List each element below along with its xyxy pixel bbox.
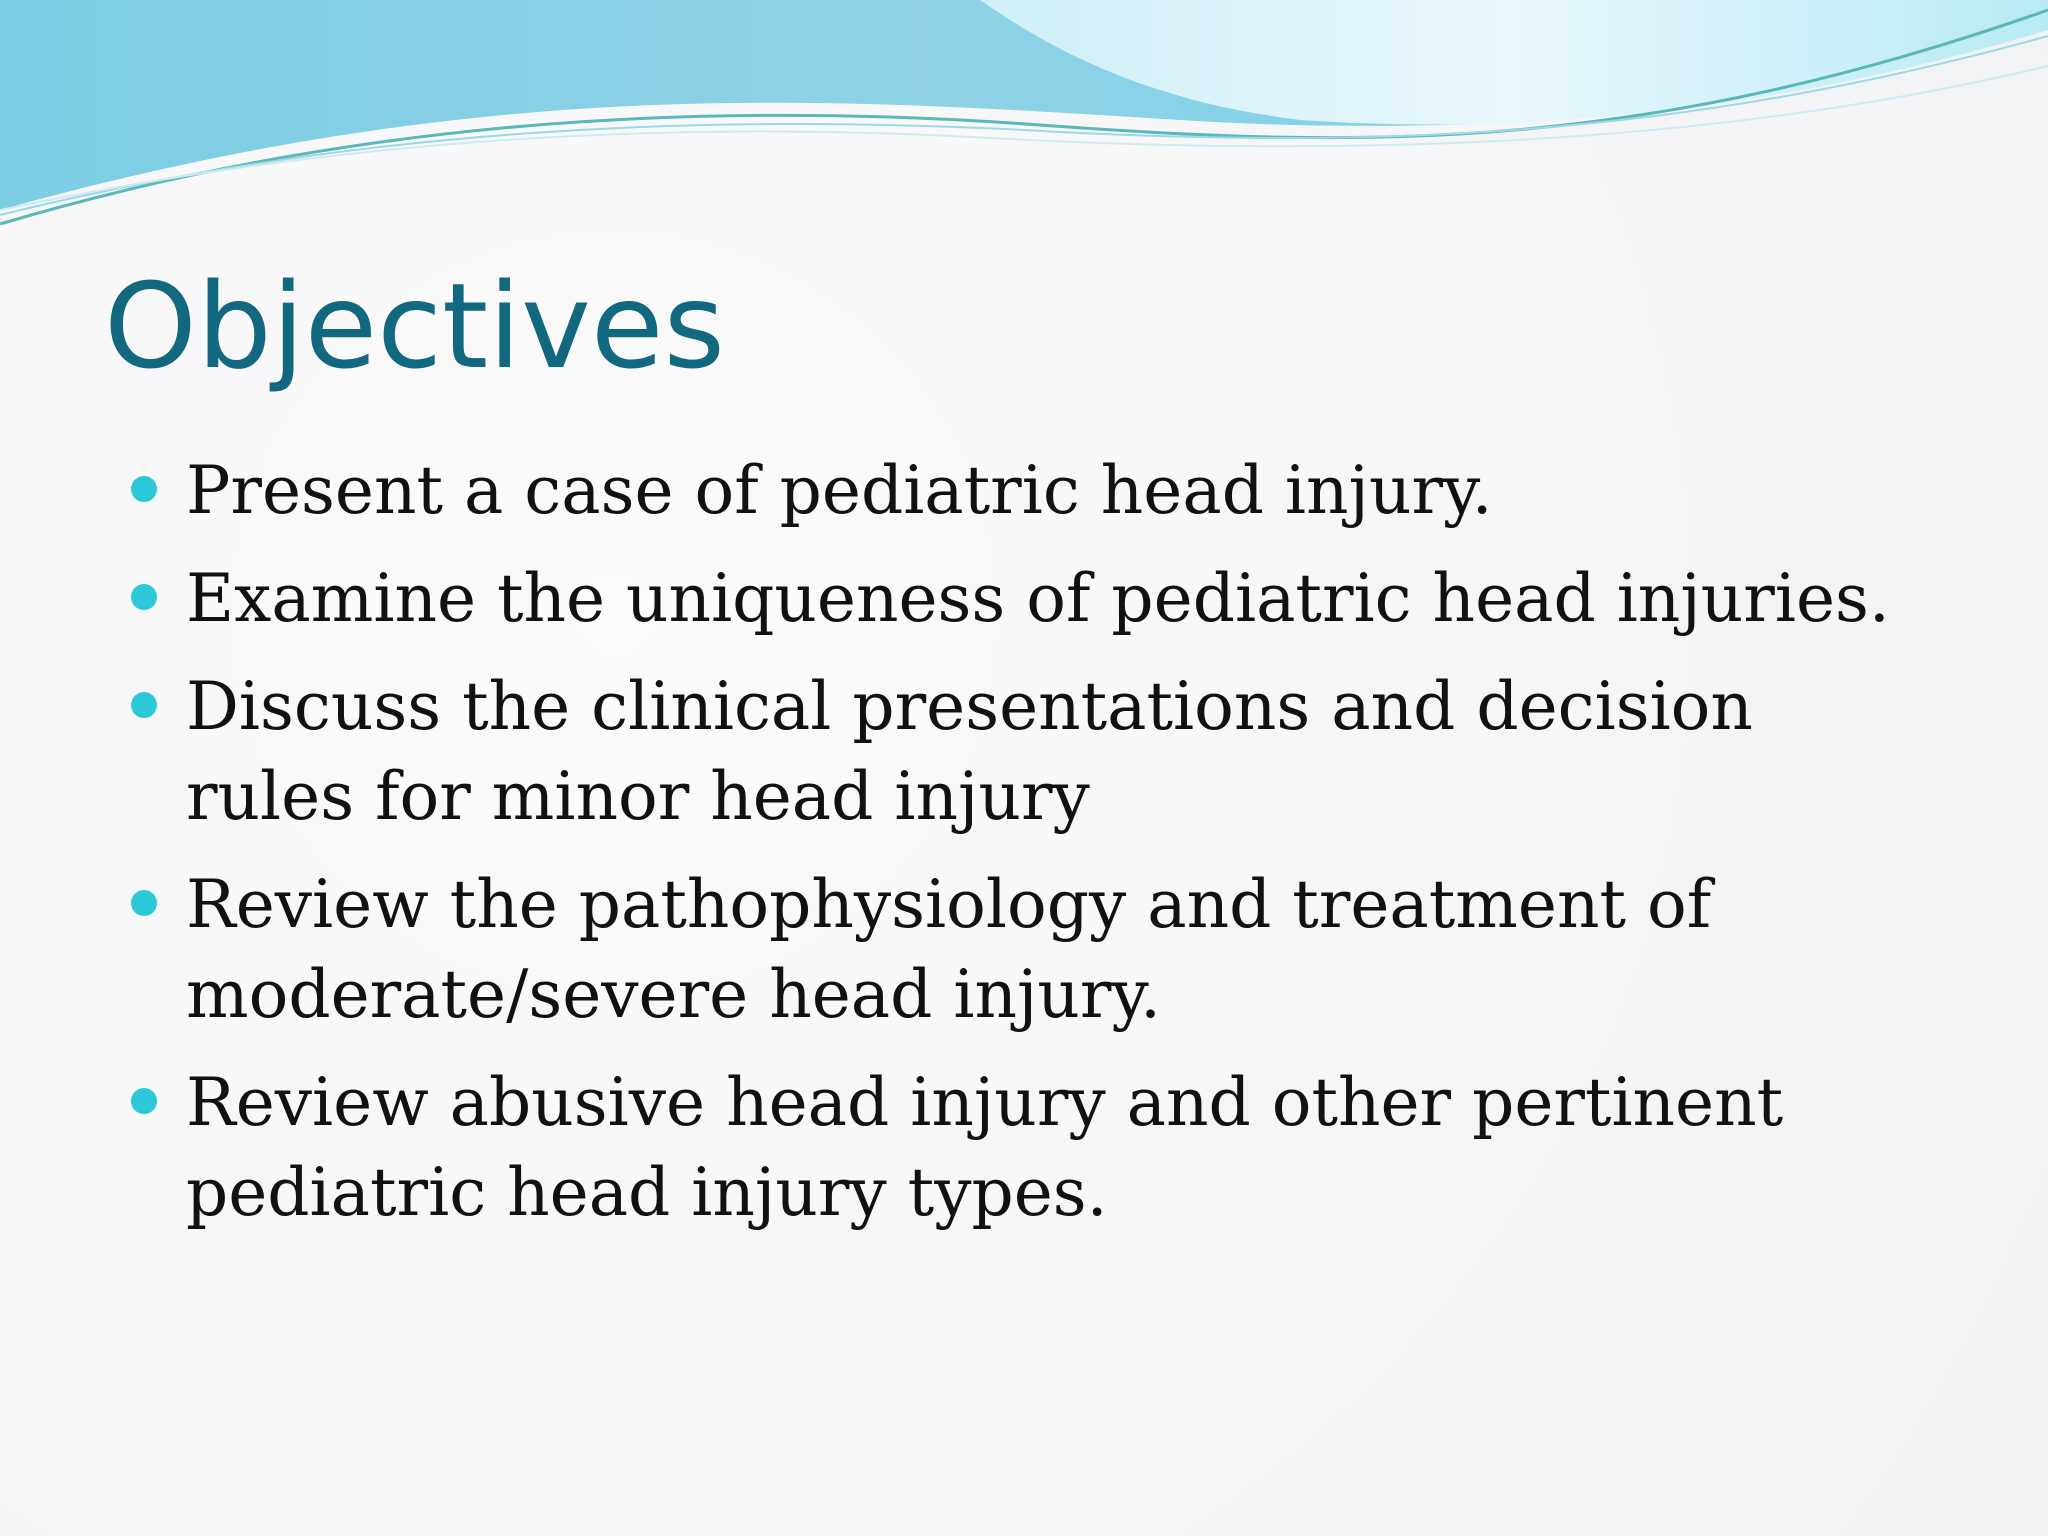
bullet-text: Present a case of pediatric head injury. — [186, 452, 1493, 529]
bullet-dot-icon — [131, 692, 157, 718]
bullet-text: Review the pathophysiology and treatment of moderate/severe head injury. — [186, 866, 1712, 1033]
objectives-list — [128, 446, 1928, 1256]
header-wave-decoration — [0, 0, 2048, 240]
bullet-dot-icon — [131, 890, 157, 916]
bullet-text: Review abusive head injury and other pertinent pediatric head injury types. — [186, 1064, 1784, 1231]
list-item — [128, 446, 1928, 536]
bullet-text: Examine the uniqueness of pediatric head injuries. — [186, 560, 1890, 637]
list-item — [128, 662, 1928, 842]
bullet-dot-icon — [131, 584, 157, 610]
list-item — [128, 1058, 1928, 1238]
bullet-dot-icon — [131, 476, 157, 502]
list-item — [128, 554, 1928, 644]
list-item — [128, 860, 1928, 1040]
bullet-text: Discuss the clinical presentations and decision rules for minor head injury — [186, 668, 1753, 835]
bullet-dot-icon — [131, 1088, 157, 1114]
slide-title: Objectives — [104, 257, 725, 395]
